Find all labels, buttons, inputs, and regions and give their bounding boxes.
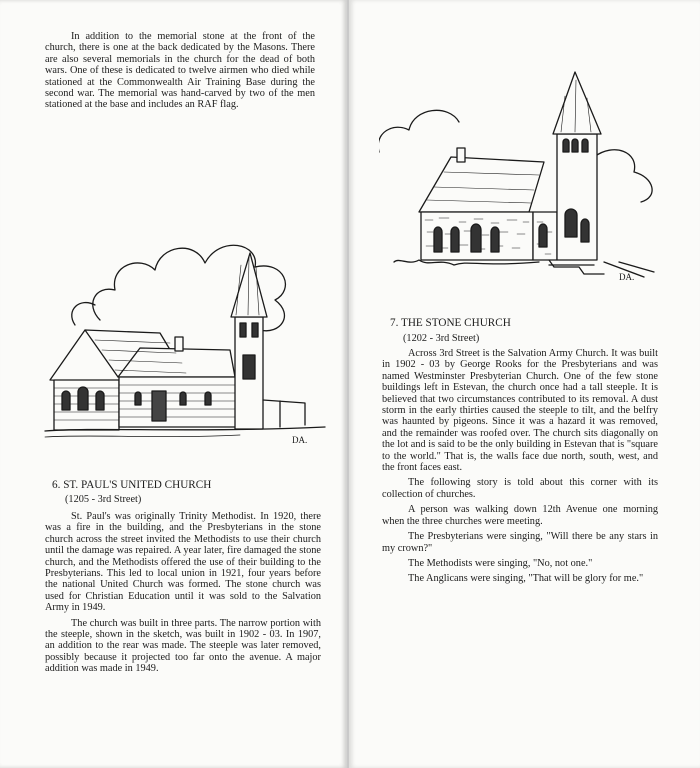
left-page (0, 0, 347, 768)
paragraph: The following story is told about this corner with its collection of churches. (382, 477, 658, 500)
st-pauls-church-sketch (40, 205, 340, 445)
paragraph: The Anglicans were singing, "That will be glory for me." (408, 573, 644, 585)
paragraph: The church was built in three parts. The narrow portion with the steeple, shown in the sketch, was built in 1902 - 03. In 1907, an addition to the rear was made. The steeple was later removed, possibly because it projected too far onto the avenue. A major addition was made in 1949. (45, 617, 321, 675)
paragraph: A person was walking down 12th Avenue one morning when the three churches were meeting. (382, 504, 658, 527)
stone-church-sketch (379, 62, 669, 282)
stone-church-body (382, 348, 658, 585)
paragraph: St. Paul's was originally Trinity Methodist. In 1920, there was a fire in the building, and the Presbyterians in the stone church across the street invited the Methodists to use their church until the damage was repaired. A year later, fire damaged the stone church, and the Methodists offered the use of their building to the Presbyterians. This led to local union in 1921, four years before the national United Church was formed. The stone church was used for Christian Education until it was sold to the Salvation Army in 1949. (45, 511, 321, 614)
section-heading-st-pauls: 6. ST. PAUL'S UNITED CHURCH (52, 479, 212, 491)
intro-paragraph: In addition to the memorial stone at the front of the church, there is one at the back dedicated by the Masons. There are also several memorials in the church for the dead of both wars. One of these is dedicated to twelve airmen who died while stationed at the Commonwealth Air Training Base during the second war. The memorial was hand-carved by two of the men stationed at the base and includes an RAF flag. (45, 31, 315, 111)
right-page (349, 0, 700, 768)
paragraph: The Presbyterians were singing, "Will there be any stars in my crown?" (382, 531, 658, 554)
section-address-st-pauls: (1205 - 3rd Street) (65, 494, 142, 505)
left-sketch-signature: DA. (292, 435, 308, 445)
section-heading-stone-church: 7. THE STONE CHURCH (390, 317, 511, 329)
paragraph: Across 3rd Street is the Salvation Army Church. It was built in 1902 - 03 by George Rooks for the Presbyterians and was named Westminster Presbyterian Church. One of the few stone buildings left in Estevan, the church once had a tall steeple. It is believed that two circumstances contributed to its removal. A dust storm in the early thirties caused the steeple to tilt, and the belfry was haunted by pigeons. Since it was a hazard it was removed, and the remainder was roofed over. The church sits diagonally on the lot and is said to be the only building in Estevan that is "square to the world." That is, the walls face due north, south, west, and the front faces east. (382, 348, 658, 474)
st-pauls-body (45, 511, 321, 675)
section-address-stone-church: (1202 - 3rd Street) (403, 333, 480, 344)
right-sketch-signature: DA. (619, 272, 635, 282)
paragraph: The Methodists were singing, "No, not one." (408, 557, 593, 569)
